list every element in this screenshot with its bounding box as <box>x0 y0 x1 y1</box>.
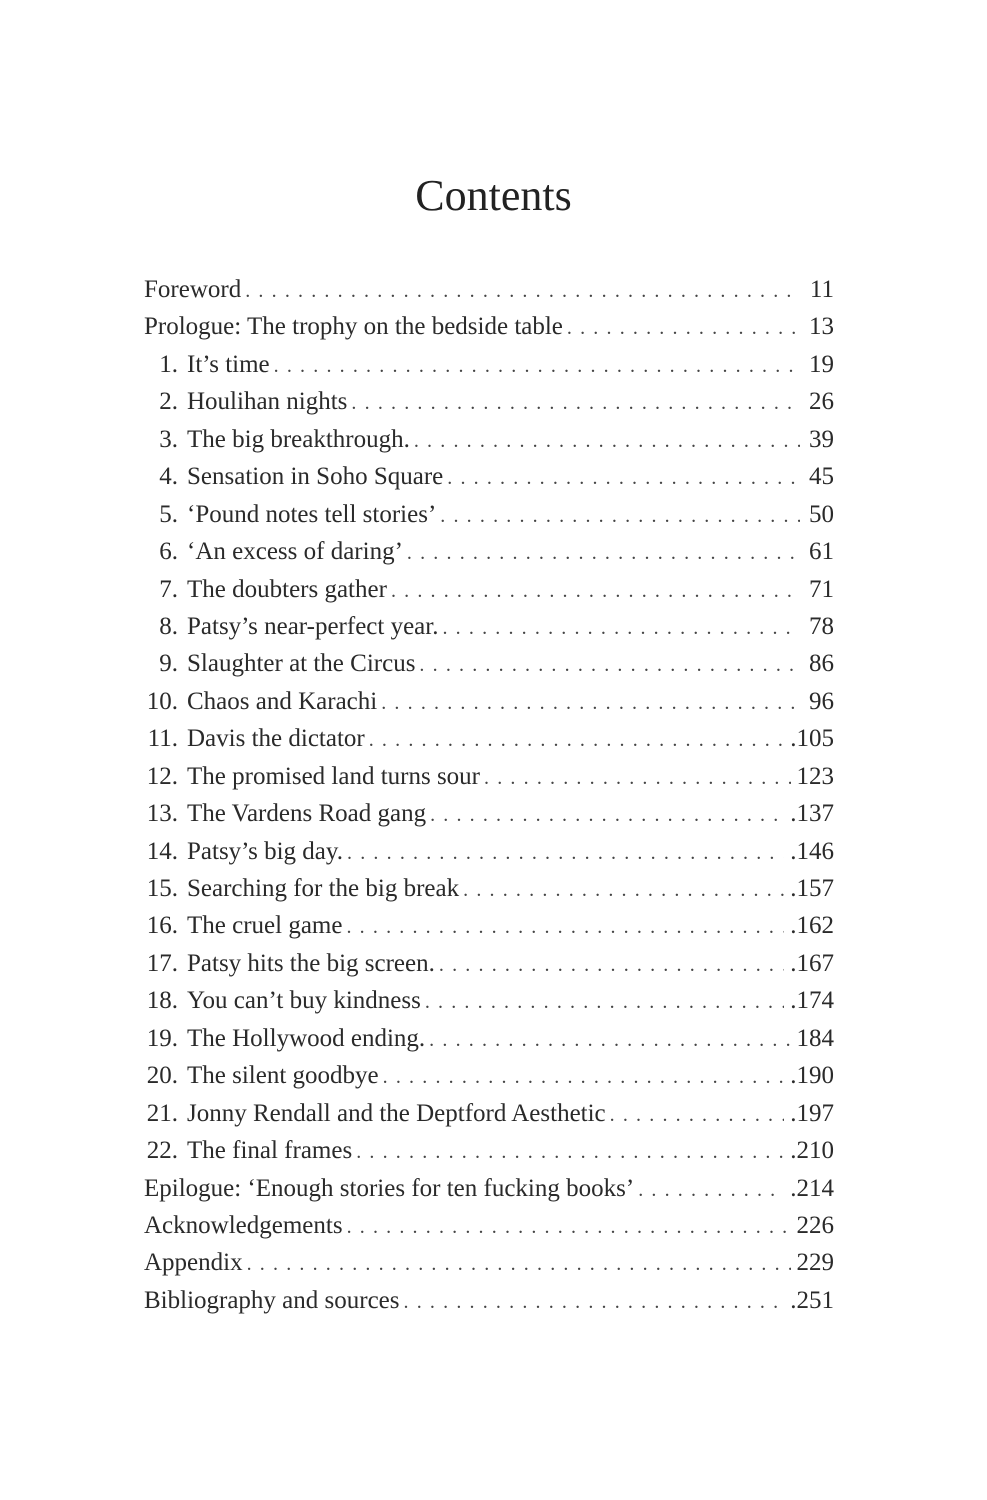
page-title: Contents <box>415 171 572 220</box>
toc-entry-title: Slaughter at the Circus <box>187 650 416 678</box>
toc-entry <box>144 571 834 608</box>
dot-leader <box>351 385 800 422</box>
toc-entry-page-number: 45 <box>809 463 834 491</box>
toc-entry-title: The cruel game <box>187 912 343 940</box>
toc-entry-number: 7. <box>159 575 178 603</box>
toc-entry-page-number: 61 <box>809 538 834 566</box>
dot-leader <box>414 423 800 460</box>
toc-entry-title: The final frames <box>187 1137 353 1165</box>
dot-leader <box>407 535 800 572</box>
toc-entry-page-number: .105 <box>790 725 834 753</box>
toc-entry-title: Epilogue: ‘Enough stories for ten fucking books’ <box>144 1174 635 1202</box>
toc-entry-title: Acknowledgements <box>144 1211 343 1239</box>
toc-entry <box>144 720 834 757</box>
toc-entry <box>144 458 834 495</box>
toc-entry-page-number: 184 <box>796 1024 834 1052</box>
toc-entry-page-number: .174 <box>790 987 834 1015</box>
toc-entry <box>144 833 834 870</box>
dot-leader <box>425 984 784 1021</box>
toc-entry <box>144 496 834 533</box>
toc-entry-number: 22. <box>146 1137 178 1165</box>
dot-leader <box>274 348 800 385</box>
toc-entry-title: ‘Pound notes tell stories’ <box>187 500 437 528</box>
toc-entry-page-number: 13 <box>809 313 834 341</box>
toc-entry <box>144 982 834 1019</box>
toc-entry-number: 14. <box>146 837 178 865</box>
toc-entry <box>144 1020 834 1057</box>
toc-entry <box>144 383 834 420</box>
dot-leader <box>440 498 800 535</box>
toc-entry-title: The doubters gather <box>187 575 387 603</box>
toc-entry-title: Sensation in Soho Square <box>187 463 444 491</box>
toc-entry-number: 16. <box>146 912 178 940</box>
toc-entry-title: It’s time <box>187 350 270 378</box>
toc-entry <box>144 608 834 645</box>
toc-entry-title: Prologue: The trophy on the bedside table <box>144 313 563 341</box>
toc-entry-title: The silent goodbye <box>187 1062 379 1090</box>
dot-leader <box>369 722 785 759</box>
toc-entry-title: Houlihan nights <box>187 388 348 416</box>
toc-entry-page-number: .251 <box>790 1286 834 1314</box>
dot-leader <box>439 947 784 984</box>
toc-entry-page-number: .190 <box>790 1062 834 1090</box>
toc-entry-page-number: .214 <box>790 1174 834 1202</box>
toc-entry-number: 19. <box>146 1024 178 1052</box>
toc-entry-page-number: .197 <box>790 1099 834 1127</box>
toc-entry <box>144 346 834 383</box>
toc-entry-page-number: .162 <box>790 912 834 940</box>
toc-entry-number: 5. <box>159 500 178 528</box>
dot-leader <box>381 685 800 722</box>
toc-entry <box>144 271 834 308</box>
toc-entry-page-number: .146 <box>790 837 834 865</box>
toc-entry-title: Patsy’s near-perfect year. <box>187 612 439 640</box>
toc-entry-title: The Vardens Road gang <box>187 800 427 828</box>
dot-leader <box>442 610 800 647</box>
toc-entry-title: ‘An excess of daring’ <box>187 538 403 566</box>
dot-leader <box>610 1097 785 1134</box>
toc-entry-page-number: .210 <box>790 1137 834 1165</box>
toc-entry <box>144 1132 834 1169</box>
toc-entry-title: Jonny Rendall and the Deptford Aesthetic <box>187 1099 606 1127</box>
dot-leader <box>484 760 790 797</box>
toc-entry <box>144 1207 834 1244</box>
toc-entry-number: 10. <box>146 687 178 715</box>
toc-entry-number: 1. <box>159 350 178 378</box>
toc-entry-page-number: 226 <box>796 1211 834 1239</box>
toc-entry <box>144 308 834 345</box>
dot-leader <box>447 460 800 497</box>
toc-entry-number: 8. <box>159 612 178 640</box>
toc-entry-page-number: 229 <box>796 1249 834 1277</box>
toc-entry-page-number: .157 <box>790 875 834 902</box>
toc-entry-title: Patsy hits the big screen. <box>187 949 435 977</box>
table-of-contents <box>144 271 834 1319</box>
dot-leader <box>356 1134 784 1171</box>
toc-entry-number: 9. <box>159 650 178 678</box>
toc-entry <box>144 1244 834 1281</box>
toc-entry <box>144 758 834 795</box>
toc-entry-title: The big breakthrough. <box>187 425 410 453</box>
toc-entry <box>144 533 834 570</box>
toc-entry-page-number: 11 <box>809 276 834 303</box>
toc-entry-number: 4. <box>159 463 178 491</box>
toc-entry <box>144 645 834 682</box>
dot-leader <box>463 872 784 909</box>
dot-leader <box>638 1172 784 1209</box>
toc-entry-page-number: 86 <box>809 650 834 678</box>
dot-leader <box>346 909 784 946</box>
dot-leader <box>567 310 800 347</box>
dot-leader <box>245 273 800 310</box>
toc-entry <box>144 683 834 720</box>
toc-entry <box>144 421 834 458</box>
toc-entry-title: Appendix <box>144 1249 243 1277</box>
toc-entry-number: 3. <box>159 425 178 453</box>
toc-entry-page-number: 26 <box>809 388 834 416</box>
dot-leader <box>247 1246 791 1283</box>
toc-entry-title: Patsy’s big day. <box>187 837 344 865</box>
dot-leader <box>404 1284 785 1321</box>
toc-entry-page-number: .167 <box>790 949 834 977</box>
toc-entry-page-number: 19 <box>809 350 834 378</box>
toc-entry-title: Searching for the big break <box>187 875 460 902</box>
toc-entry <box>144 870 834 907</box>
toc-entry <box>144 795 834 832</box>
toc-entry-number: 2. <box>159 388 178 416</box>
dot-leader <box>383 1059 785 1096</box>
toc-entry-number: 11. <box>147 725 178 753</box>
toc-entry-title: You can’t buy kindness <box>187 987 421 1015</box>
toc-entry-number: 17. <box>146 949 178 977</box>
toc-entry-title: Foreword <box>144 276 242 303</box>
toc-entry-title: Bibliography and sources <box>144 1286 400 1314</box>
toc-entry <box>144 1170 834 1207</box>
dot-leader <box>347 835 784 872</box>
dot-leader <box>430 797 784 834</box>
toc-entry <box>144 945 834 982</box>
toc-entry-page-number: 39 <box>809 425 834 453</box>
toc-entry-page-number: 96 <box>809 687 834 715</box>
toc-entry-page-number: 78 <box>809 612 834 640</box>
toc-entry-number: 13. <box>146 800 178 828</box>
dot-leader <box>391 573 800 610</box>
toc-entry-number: 6. <box>159 538 178 566</box>
toc-entry-number: 15. <box>146 875 178 902</box>
toc-entry-title: The promised land turns sour <box>187 762 481 790</box>
toc-entry-page-number: 123 <box>796 762 834 790</box>
toc-entry-title: The Hollywood ending. <box>187 1024 426 1052</box>
toc-entry-title: Chaos and Karachi <box>187 687 378 715</box>
dot-leader <box>429 1022 790 1059</box>
toc-entry-page-number: 71 <box>809 575 834 603</box>
toc-entry-page-number: .137 <box>790 800 834 828</box>
toc-entry-number: 12. <box>146 762 178 790</box>
toc-entry-number: 21. <box>146 1099 178 1127</box>
toc-entry-page-number: 50 <box>809 500 834 528</box>
dot-leader <box>347 1209 791 1246</box>
toc-entry-title: Davis the dictator <box>187 725 365 753</box>
toc-entry-number: 18. <box>146 987 178 1015</box>
toc-entry <box>144 1282 834 1319</box>
toc-entry <box>144 1095 834 1132</box>
toc-entry <box>144 1057 834 1094</box>
toc-entry <box>144 907 834 944</box>
toc-entry-number: 20. <box>146 1062 178 1090</box>
dot-leader <box>419 647 800 684</box>
